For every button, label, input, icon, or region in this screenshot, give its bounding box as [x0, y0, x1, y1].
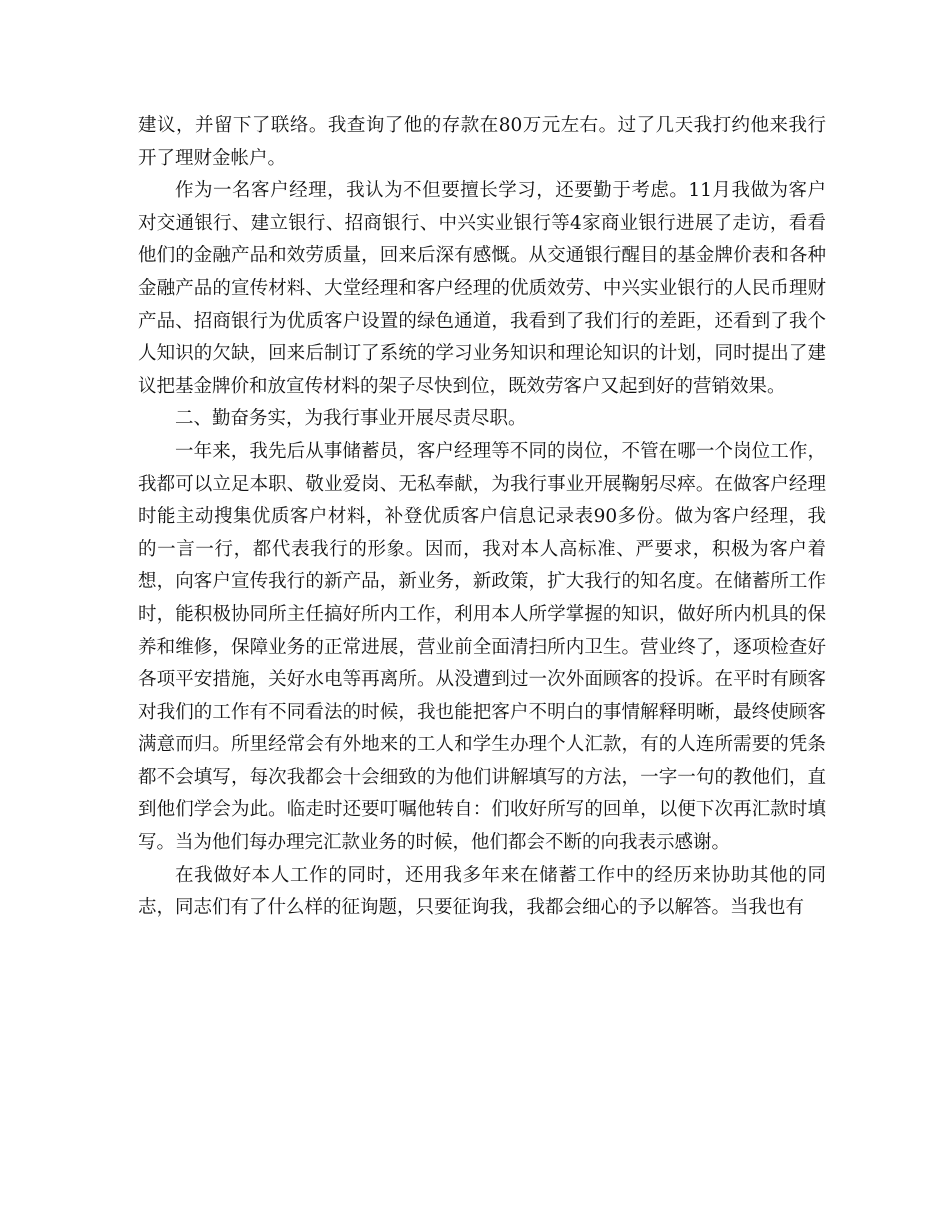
section-heading-2: 二、勤奋务实，为我行事业开展尽责尽职。 [175, 408, 527, 430]
paragraph-1: 建议，并留下了联络。我查询了他的存款在80万元左右。过了几天我打约他来我行开了理财金帐户。 [138, 115, 826, 169]
document-body [138, 110, 826, 925]
paragraph-2: 作为一名客户经理，我认为不但要擅长学习，还要勤于考虑。11月我做为客户对交通银行、建立银行、招商银行、中兴实业银行等4家商业银行进展了走访，看看他们的金融产品和效劳质量，回来后深有感慨。从交通银行醒目的基金牌价表和各种金融产品的宣传材料、大堂经理和客户经理的优质效劳、中兴实业银行的人民币理财产品、招商银行为优质客户设置的绿色通道，我看到了我们行的差距，还看到了我个人知识的欠缺，回来后制订了系统的学习业务知识和理论知识的计划，同时提出了建议把基金牌价和放宣传材料的架子尽快到位，既效劳客户又起到好的营销效果。 [138, 180, 826, 397]
paragraph-3: 一年来，我先后从事储蓄员，客户经理等不同的岗位，不管在哪一个岗位工作，我都可以立足本职、敬业爱岗、无私奉献，为我行事业开展鞠躬尽瘁。在做客户经理时能主动搜集优质客户材料，补登优质客户信息记录表90多份。做为客户经理，我的一言一行，都代表我行的形象。因而，我对本人高标准、严要求，积极为客户着想，向客户宣传我行的新产品，新业务，新政策，扩大我行的知名度。在储蓄所工作时，能积极协同所主任搞好所内工作，利用本人所学掌握的知识，做好所内机具的保养和维修，保障业务的正常进展，营业前全面清扫所内卫生。营业终了，逐项检查好各项平安措施，关好水电等再离所。从没遭到过一次外面顾客的投诉。在平时有顾客对我们的工作有不同看法的时候，我也能把客户不明白的事情解释明晰，最终使顾客满意而归。所里经常会有外地来的工人和学生办理个人汇款，有的人连所需要的凭条都不会填写，每次我都会十会细致的为他们讲解填写的方法，一字一句的教他们，直到他们学会为此。临走时还要叮嘱他转自：们收好所写的回单，以便下次再汇款时填写。当为他们每办理完汇款业务的时候，他们都会不断的向我表示感谢。 [138, 440, 826, 854]
paragraph-4: 在我做好本人工作的同时，还用我多年来在储蓄工作中的经历来协助其他的同志，同志们有了什么样的征询题，只要征询我，我都会细心的予以解答。当我也有 [138, 864, 826, 919]
